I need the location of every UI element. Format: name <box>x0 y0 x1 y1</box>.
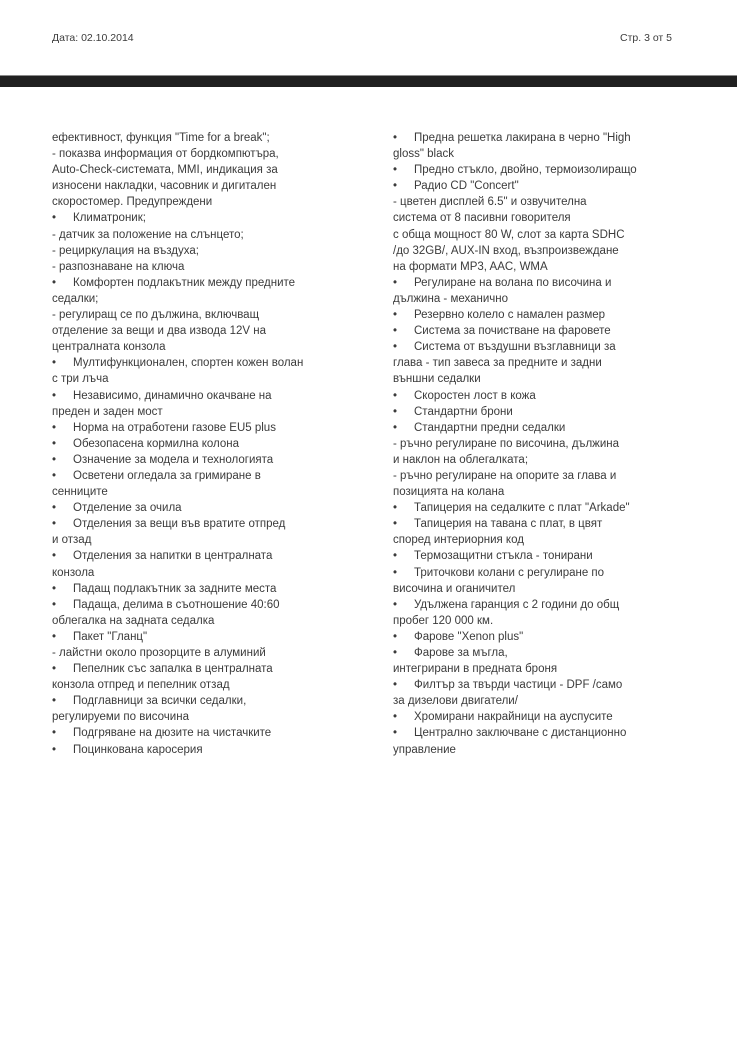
feature-line-text: - показва информация от бордкомпютъра, <box>52 148 279 161</box>
feature-text-line <box>52 677 362 693</box>
feature-line-text: Предна решетка лакирана в черно "High <box>414 132 631 144</box>
feature-line-text: Auto-Check-системата, MMI, индикация за <box>52 164 278 177</box>
feature-line-text: облегалка на задната седалка <box>52 614 215 627</box>
feature-bullet-line <box>52 629 362 645</box>
bullet-icon: • <box>393 421 398 434</box>
feature-bullet-line <box>52 420 362 436</box>
feature-line-text: Тапицерия на седалките с плат "Arkade" <box>414 502 630 515</box>
feature-text-line <box>52 484 362 500</box>
feature-text-line <box>393 194 703 210</box>
feature-bullet-line <box>393 548 703 564</box>
feature-line-text: сенниците <box>52 486 108 499</box>
feature-line-text: - рециркулация на въздуха; <box>52 244 199 257</box>
feature-bullet-line <box>393 323 703 339</box>
feature-text-line <box>393 581 703 597</box>
bullet-icon: • <box>393 276 398 289</box>
feature-bullet-line <box>52 548 362 564</box>
feature-text-line <box>393 484 703 500</box>
feature-bullet-line <box>52 597 362 613</box>
feature-line-text: Падащ подлакътник за задните места <box>73 582 277 595</box>
feature-bullet-line <box>52 516 362 532</box>
feature-bullet-line <box>393 709 703 725</box>
bullet-icon: • <box>393 630 398 643</box>
bullet-icon: • <box>393 164 398 177</box>
feature-bullet-line <box>393 130 703 146</box>
bullet-icon: • <box>52 550 57 563</box>
bullet-icon: • <box>52 389 57 402</box>
feature-bullet-line <box>52 468 362 484</box>
feature-line-text: износени накладки, часовник и дигитален <box>52 180 277 193</box>
feature-line-text: - датчик за положение на слънцето; <box>52 228 244 241</box>
feature-bullet-line <box>393 565 703 581</box>
feature-bullet-line <box>393 645 703 661</box>
feature-line-text: отделение за вещи и два извода 12V на <box>52 325 266 338</box>
feature-line-text: Система за почистване на фаровете <box>414 325 611 338</box>
header-page-number: Стр. 3 от 5 <box>620 32 672 44</box>
feature-line-text: Стандартни предни седалки <box>414 421 566 434</box>
feature-text-line <box>52 194 362 210</box>
feature-line-text: - ръчно регулиране по височина, дължина <box>393 437 620 450</box>
feature-line-text: - лайстни около прозорците в алуминий <box>52 647 266 659</box>
bullet-icon: • <box>393 325 398 338</box>
bullet-icon: • <box>52 663 57 676</box>
bullet-icon: • <box>52 518 57 531</box>
bullet-icon: • <box>393 647 398 659</box>
feature-line-text: - разпознаване на ключа <box>52 260 185 273</box>
feature-line-text: Стандартни брони <box>414 405 513 418</box>
bullet-icon: • <box>52 453 57 466</box>
feature-bullet-line <box>52 452 362 468</box>
feature-text-line <box>52 146 362 162</box>
feature-line-text: конзола отпред и пепелник отзад <box>52 679 230 692</box>
feature-line-text: - цветен дисплей 6.5" и озвучителна <box>393 196 587 209</box>
feature-bullet-line <box>52 355 362 371</box>
feature-line-text: външни седалки <box>393 373 481 386</box>
feature-text-line <box>52 339 362 355</box>
feature-line-text: Удължена гаранция с 2 години до общ <box>414 598 620 611</box>
feature-text-line <box>393 532 703 548</box>
feature-text-line <box>393 468 703 484</box>
bullet-icon: • <box>393 341 398 354</box>
feature-line-text: и отзад <box>52 534 92 547</box>
feature-line-text: Централно заключване с дистанционно <box>414 727 627 740</box>
feature-bullet-line <box>52 210 362 226</box>
feature-bullet-line <box>52 388 362 404</box>
feature-line-text: пробег 120 000 км. <box>393 614 494 627</box>
bullet-icon: • <box>52 276 57 289</box>
feature-line-text: Отделение за очила <box>73 502 182 515</box>
bullet-icon: • <box>393 309 398 322</box>
feature-text-line <box>52 613 362 629</box>
feature-line-text: Система от въздушни възглавници за <box>414 341 616 354</box>
feature-list-right-column <box>393 130 703 758</box>
feature-text-line <box>393 371 703 387</box>
bullet-icon: • <box>52 727 57 740</box>
feature-text-line <box>52 243 362 259</box>
feature-text-line <box>393 661 703 677</box>
bullet-icon: • <box>393 180 398 193</box>
feature-line-text: Климатроник; <box>73 212 146 225</box>
feature-bullet-line <box>393 404 703 420</box>
feature-line-text: Мултифункционален, спортен кожен волан <box>73 357 304 370</box>
feature-text-line <box>52 404 362 420</box>
feature-bullet-line <box>393 725 703 741</box>
feature-bullet-line <box>393 275 703 291</box>
bullet-icon: • <box>52 598 57 611</box>
feature-text-line <box>393 210 703 226</box>
feature-line-text: Падаща, делима в съотношение 40:60 <box>73 598 280 611</box>
feature-line-text: позицията на колана <box>393 486 505 499</box>
feature-line-text: Термозащитни стъкла - тонирани <box>414 550 593 563</box>
feature-line-text: Отделения за напитки в централната <box>73 550 273 563</box>
feature-bullet-line <box>393 420 703 436</box>
feature-line-text: глава - тип завеса за предните и задни <box>393 357 602 370</box>
feature-text-line <box>393 693 703 709</box>
feature-line-text: Независимо, динамично окачване на <box>73 389 272 402</box>
feature-line-text: за дизелови двигатели/ <box>393 695 518 708</box>
bullet-icon: • <box>393 389 398 402</box>
feature-bullet-line <box>52 581 362 597</box>
feature-bullet-line <box>52 275 362 291</box>
feature-line-text: с обща мощност 80 W, слот за карта SDHC <box>393 228 625 241</box>
feature-line-text: Филтър за твърди частици - DPF /само <box>414 679 623 692</box>
feature-line-text: на формати MP3, AAC, WMA <box>393 260 548 273</box>
feature-bullet-line <box>52 500 362 516</box>
feature-line-text: ефективност, функция "Time for a break"; <box>52 132 270 144</box>
feature-bullet-line <box>393 597 703 613</box>
feature-text-line <box>52 307 362 323</box>
feature-line-text: според интериорния код <box>393 534 524 547</box>
feature-line-text: - регулиращ се по дължина, включващ <box>52 309 260 322</box>
bullet-icon: • <box>52 630 57 643</box>
feature-text-line <box>52 291 362 307</box>
feature-bullet-line <box>52 725 362 741</box>
feature-bullet-line <box>393 339 703 355</box>
feature-text-line <box>393 243 703 259</box>
feature-line-text: gloss" black <box>393 148 454 161</box>
header-date: Дата: 02.10.2014 <box>52 32 134 44</box>
feature-bullet-line <box>52 742 362 758</box>
bullet-icon: • <box>393 711 398 724</box>
feature-text-line <box>393 436 703 452</box>
feature-bullet-line <box>52 436 362 452</box>
bullet-icon: • <box>52 582 57 595</box>
feature-text-line <box>393 291 703 307</box>
feature-line-text: Фарове "Xenon plus" <box>414 630 524 643</box>
feature-text-line <box>393 452 703 468</box>
header-divider-bar <box>0 75 737 87</box>
bullet-icon: • <box>52 212 57 225</box>
feature-text-line <box>52 259 362 275</box>
feature-line-text: височина и оганичител <box>393 582 516 595</box>
feature-text-line <box>393 227 703 243</box>
feature-line-text: Поцинкована каросерия <box>73 743 203 756</box>
feature-line-text: Подгряване на дюзите на чистачките <box>73 727 272 740</box>
bullet-icon: • <box>52 502 57 515</box>
feature-line-text: Означение за модела и технологията <box>73 453 274 466</box>
feature-line-text: конзола <box>52 566 95 579</box>
feature-line-text: Подглавници за всички седалки, <box>73 695 247 708</box>
feature-line-text: Тапицерия на тавана с плат, в цвят <box>414 518 603 531</box>
feature-line-text: централната конзола <box>52 341 166 354</box>
feature-bullet-line <box>393 388 703 404</box>
feature-line-text: с три лъча <box>52 373 109 386</box>
feature-bullet-line <box>393 162 703 178</box>
bullet-icon: • <box>393 679 398 692</box>
feature-line-text: Триточкови колани с регулиране по <box>414 566 605 579</box>
bullet-icon: • <box>52 469 57 482</box>
bullet-icon: • <box>52 357 57 370</box>
feature-text-line <box>52 162 362 178</box>
bullet-icon: • <box>393 132 398 144</box>
feature-bullet-line <box>393 629 703 645</box>
bullet-icon: • <box>393 598 398 611</box>
feature-line-text: Предно стъкло, двойно, термоизолиращо <box>414 164 637 177</box>
bullet-icon: • <box>52 695 57 708</box>
feature-text-line <box>52 227 362 243</box>
feature-line-text: Комфортен подлакътник между предните <box>73 276 296 289</box>
feature-text-line <box>52 709 362 725</box>
bullet-icon: • <box>393 502 398 515</box>
bullet-icon: • <box>393 727 398 740</box>
feature-line-text: интегрирани в предната броня <box>393 663 558 676</box>
feature-bullet-line <box>52 693 362 709</box>
feature-text-line <box>52 645 362 661</box>
feature-bullet-line <box>393 500 703 516</box>
feature-text-line <box>393 355 703 371</box>
feature-line-text: Осветени огледала за гримиране в <box>73 469 261 482</box>
feature-text-line <box>393 259 703 275</box>
feature-line-text: регулируеми по височина <box>52 711 189 724</box>
bullet-icon: • <box>52 437 57 450</box>
feature-line-text: Радио CD "Concert" <box>414 180 519 193</box>
feature-text-line <box>393 742 703 758</box>
bullet-icon: • <box>393 566 398 579</box>
feature-line-text: система от 8 пасивни говорителя <box>393 212 571 225</box>
feature-line-text: Отделения за вещи във вратите отпред <box>73 518 286 531</box>
feature-text-line <box>52 532 362 548</box>
feature-bullet-line <box>393 307 703 323</box>
feature-text-line <box>52 371 362 387</box>
feature-line-text: преден и заден мост <box>52 405 163 418</box>
bullet-icon: • <box>52 743 57 756</box>
feature-bullet-line <box>393 677 703 693</box>
feature-text-line <box>393 146 703 162</box>
feature-line-text: управление <box>393 743 456 756</box>
feature-line-text: Фарове за мъгла, <box>414 647 508 659</box>
feature-text-line <box>52 565 362 581</box>
feature-line-text: седалки; <box>52 292 99 305</box>
feature-line-text: Скоростен лост в кожа <box>414 389 536 402</box>
feature-bullet-line <box>393 178 703 194</box>
feature-text-line <box>52 178 362 194</box>
feature-list-left-column <box>52 130 362 758</box>
feature-line-text: скоростомер. Предупреждени <box>52 196 213 209</box>
feature-line-text: Хромирани накрайници на ауспусите <box>414 711 613 724</box>
feature-text-line <box>393 613 703 629</box>
feature-bullet-line <box>393 516 703 532</box>
bullet-icon: • <box>393 518 398 531</box>
feature-line-text: Обезопасена кормилна колона <box>73 437 240 450</box>
feature-line-text: /до 32GB/, AUX-IN вход, възпроизвеждане <box>393 244 619 257</box>
feature-bullet-line <box>52 661 362 677</box>
feature-line-text: Резервно колело с намален размер <box>414 309 606 322</box>
bullet-icon: • <box>393 550 398 563</box>
bullet-icon: • <box>393 405 398 418</box>
feature-text-line <box>52 323 362 339</box>
bullet-icon: • <box>52 421 57 434</box>
feature-line-text: Регулиране на волана по височина и <box>414 276 612 289</box>
feature-text-line <box>52 130 362 146</box>
feature-line-text: - ръчно регулиране на опорите за глава и <box>393 469 617 482</box>
feature-line-text: дължина - механично <box>393 292 509 305</box>
feature-line-text: и наклон на облегалката; <box>393 453 529 466</box>
feature-line-text: Норма на отработени газове EU5 plus <box>73 421 276 434</box>
feature-line-text: Пакет "Гланц" <box>73 630 148 643</box>
feature-line-text: Пепелник със запалка в централната <box>73 663 273 676</box>
